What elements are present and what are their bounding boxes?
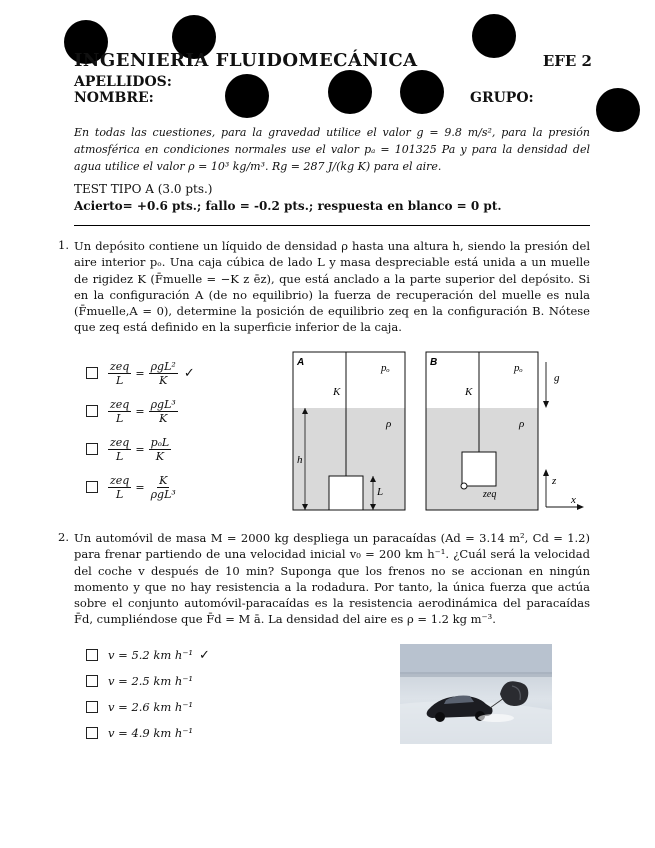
redaction-mark [328,70,372,114]
panel-b-label: B [430,357,438,368]
test-type-label: TEST TIPO A (3.0 pts.) [74,182,213,196]
question-1-text: Un depósito contiene un líquido de densidad ρ hasta una altura h, siendo la presión del aire interior pₒ. Una caja cúbica de lado L y masa despreciable está unida a un muelle de rigidez K (F̄muelle = −K z ēz), que está anclado a la parte superior del depósito. Si en la configuración A (de no equilibrio) la fuerza de recuperación del muelle es nula (F̄muelle,A = 0), determine la posición de equilibrio zeq en la configuración B. Nótese que zeq está definido en la superficie inferior de la caja. [74,239,590,335]
box-a [329,476,363,510]
x-axis-label: x [571,494,576,506]
q1-option-2[interactable]: $\frac{\text{zeq}}{L}$ = $\frac{\text{ρgL³}}{K}$ [86,396,178,426]
pressure-label-a: pₒ [381,362,390,374]
question-number: 2. [58,530,69,544]
lhs-fraction: $\frac{\text{zeq}}{L}$ [110,435,130,463]
gravity-label: g [554,372,560,384]
checkmark-icon: ✓ [183,365,195,381]
scoring-rules: Acierto= +0.6 pts.; fallo = -0.2 pts.; respuesta en blanco = 0 pt. [74,199,502,213]
name-label: NOMBRE: [74,90,154,106]
lhs-fraction: $\frac{\text{zeq}}{L}$ [110,359,130,387]
question-number: 1. [58,238,69,252]
instructions: En todas las cuestiones, para la gravedad utilice el valor g = 9.8 m/s², para la presión atmosférica en condiciones normales use el valor pₐ = 101325 Pa y para la densidad del agua utilice el valor ρ = 10³ kg/m³. Rg = 287 J/(kg K) para el aire. [74,126,590,173]
answer-checkbox[interactable] [86,675,98,687]
redaction-mark [596,88,640,132]
q1-option-3[interactable]: $\frac{\text{zeq}}{L}$ = $\frac{\text{pₒL}}{K}$ [86,434,171,464]
q2-option-3[interactable] [86,694,193,720]
q2-option-1[interactable] [86,642,210,668]
option-label: v = 4.9 km h⁻¹ [108,726,194,740]
exam-title: INGENIERIA FLUIDOMECÁNICA [74,50,418,71]
answer-checkbox[interactable] [86,481,98,493]
option-label: v = 5.2 km h⁻¹ [108,648,194,662]
car-parachute-illustration [400,644,552,744]
answer-checkbox[interactable] [86,443,98,455]
density-label-a: ρ [386,418,392,430]
group-label: GRUPO: [470,90,534,106]
option-label: v = 2.5 km h⁻¹ [108,674,194,688]
redaction-mark [225,74,269,118]
rhs-fraction: $\frac{K}{\text{ρgL³}}$ [150,473,176,501]
q1-option-4[interactable]: $\frac{\text{zeq}}{L}$ = $\frac{K}{\text{ρgL³}}$ [86,472,178,502]
surnames-label: APELLIDOS: [74,74,172,90]
divider [74,225,590,226]
panel-a-label: A [297,357,305,368]
box-b [462,452,496,486]
redaction-mark [400,70,444,114]
pressure-label-b: pₒ [514,362,523,374]
answer-checkbox[interactable] [86,405,98,417]
exam-code: EFE 2 [542,52,592,70]
q1-option-1[interactable]: $\frac{\text{zeq}}{L}$ = $\frac{\text{ρgL²}}{K}$ ✓ [86,358,195,388]
answer-checkbox[interactable] [86,367,98,379]
zeq-label: zeq [483,489,497,500]
tank-diagram [280,345,590,515]
redaction-mark [472,14,516,58]
z-axis-label: z [552,475,557,487]
checkmark-icon: ✓ [199,647,210,663]
question-2-text: Un automóvil de masa M = 2000 kg despliega un paracaídas (Ad = 3.14 m², Cd = 1.2) para frenar partiendo de una velocidad inicial v₀ = 200 km h⁻¹. ¿Cuál será la velocidad del coche v después de 10 min? Suponga que los frenos no se accionan en ningún momento y que no hay resistencia a la rodadura. Por tanto, la única fuerza que actúa sobre el conjunto automóvil-paracaídas es la resistencia aerodinámica del paracaídas F̄d, cumpliéndose que F̄d = M ā. La densidad del aire es ρ = 1.2 kg m⁻³. [74,531,590,627]
answer-checkbox[interactable] [86,701,98,713]
q2-option-4[interactable] [86,720,193,746]
lhs-fraction: $\frac{\text{zeq}}{L}$ [110,397,130,425]
q2-option-2[interactable] [86,668,193,694]
lhs-fraction: $\frac{\text{zeq}}{L}$ [110,473,130,501]
option-label: v = 2.6 km h⁻¹ [108,700,194,714]
height-label: h [297,454,303,466]
density-label-b: ρ [519,418,525,430]
parachute-shape [500,681,528,706]
rhs-fraction: $\frac{\text{pₒL}}{K}$ [150,435,170,463]
car-parachute-photo [400,644,552,744]
spring-label-b: K [465,386,473,398]
side-label: L [377,486,384,498]
rhs-fraction: $\frac{\text{ρgL²}}{K}$ [150,359,176,387]
spring-label-a: K [333,386,341,398]
answer-checkbox[interactable] [86,727,98,739]
answer-checkbox[interactable] [86,649,98,661]
rhs-fraction: $\frac{\text{ρgL³}}{K}$ [150,397,176,425]
